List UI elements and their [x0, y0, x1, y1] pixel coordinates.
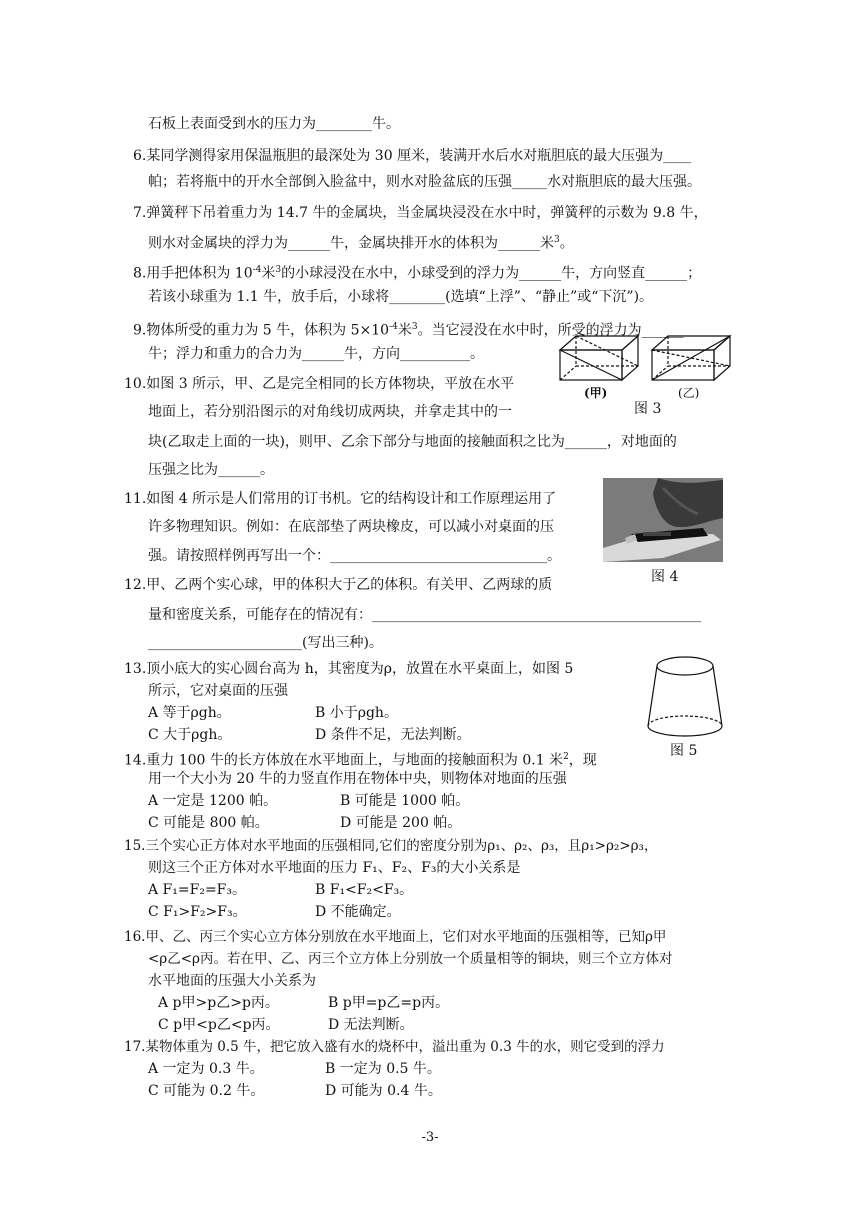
question-15-line-2: 则这三个正方体对水平地面的压力 F₁、F₂、F₃的大小关系是 — [148, 860, 521, 876]
figure-3 — [558, 332, 738, 422]
question-9-line-2: 牛；浮力和重力的合力为______牛，方向__________。 — [148, 346, 484, 362]
question-6-line-2: 帕；若将瓶中的开水全部倒入脸盆中，则水对脸盆底的压强_____水对瓶胆底的最大压强。 — [148, 174, 701, 190]
question-10-line-2: 地面上，若分别沿图示的对角线切成两块，并拿走其中的一 — [148, 404, 512, 420]
question-16-line-2: <ρ乙<ρ丙。若在甲、乙、丙三个立方体上分别放一个质量相等的铜块，则三个立方体对 — [148, 951, 673, 967]
question-15-line-1: 15.三个实心正方体对水平地面的压强相同,它们的密度分别为ρ₁、ρ₂、ρ₃，且ρ₁>ρ₂>ρ₃， — [124, 838, 658, 854]
question-14-line-1: 14.重力 100 牛的长方体放在水平地面上，与地面的接触面积为 0.1 米$^2$，现 — [124, 752, 597, 769]
question-15-option-b: B F₁<F₂<F₃。 — [315, 882, 414, 898]
question-13-option-a: A 等于ρgh。 — [148, 705, 231, 721]
question-16-line-3: 水平地面的压强大小关系为 — [148, 973, 316, 989]
question-13-line-1: 13.顶小底大的实心圆台高为 h，其密度为ρ，放置在水平桌面上，如图 5 — [124, 661, 574, 677]
question-12-line-1: 12.甲、乙两个实心球，甲的体积大于乙的体积。有关甲、乙两球的质 — [124, 577, 553, 593]
question-14-option-a: A 一定是 1200 帕。 — [148, 793, 278, 809]
question-12-line-3: ______________________(写出三种)。 — [148, 635, 383, 651]
question-16-option-d: D 无法判断。 — [328, 1017, 414, 1033]
truncated-cone — [640, 654, 730, 744]
figure-3-label-b: (乙) — [678, 386, 700, 400]
page-number: -3- — [421, 1130, 439, 1145]
question-8-line-1: 8.用手把体积为 $10^{-4}$米$^3$的小球浸没在水中，小球受到的浮力为______牛，方向竖直______； — [133, 265, 702, 282]
figure-3-caption: 图 3 — [634, 401, 662, 417]
text-line: 石板上表面受到水的压力为________牛。 — [148, 116, 400, 132]
question-12-line-2: 量和密度关系，可能存在的情况有：_______________________________________________ — [148, 607, 701, 623]
question-13-option-d: D 条件不足，无法判断。 — [315, 727, 471, 743]
question-6-line-1: 6.某同学测得家用保温瓶胆的最深处为 30 厘米，装满开水后水对瓶胆底的最大压强为____ — [133, 148, 692, 164]
question-13-option-c: C 大于ρgh。 — [148, 727, 232, 743]
question-9-line-1: 9.物体所受的重力为 5 牛，体积为 $5\times 10^{-4}$米$^3$。当它浸没在水中时，所受的浮力为______ — [133, 322, 684, 339]
question-13-line-2: 所示，它对桌面的压强 — [148, 683, 288, 699]
question-15-option-a: A F₁=F₂=F₃。 — [148, 882, 246, 898]
question-14-line-2: 用一个大小为 20 牛的力竖直作用在物体中央，则物体对地面的压强 — [148, 771, 567, 787]
question-13-option-b: B 小于ρgh。 — [315, 705, 398, 721]
question-11-line-2: 许多物理知识。例如：在底部垫了两块橡皮，可以减小对桌面的压 — [148, 519, 554, 535]
question-7-line-2: 则水对金属块的浮力为______牛，金属块排开水的体积为______米$^3$。 — [148, 235, 574, 252]
question-16-line-1: 16.甲、乙、丙三个实心立方体分别放在水平地面上，它们对水平地面的压强相等，已知ρ甲 — [124, 929, 667, 945]
question-15-option-d: D 不能确定。 — [315, 904, 401, 920]
stapler-photo — [603, 478, 723, 562]
question-7-line-1: 7.弹簧秤下吊着重力为 14.7 牛的金属块，当金属块浸没在水中时，弹簧秤的示数为 9.8 牛， — [133, 205, 708, 221]
question-14-option-d: D 可能是 200 帕。 — [340, 815, 462, 831]
question-10-line-3: 块(乙取走上面的一块)，则甲、乙余下部分与地面的接触面积之比为______，对地面的 — [148, 434, 677, 450]
question-16-option-a: A p甲>p乙>p丙。 — [158, 995, 279, 1011]
question-11-line-3: 强。请按照样例再写出一个：_______________________________。 — [148, 548, 561, 564]
figure-3-label-a: (甲) — [584, 386, 608, 400]
question-17-line-1: 17.某物体重为 0.5 牛，把它放入盛有水的烧杯中，溢出重为 0.3 牛的水，则它受到的浮力 — [124, 1039, 665, 1055]
figure-5 — [640, 654, 730, 764]
question-17-option-b: B 一定为 0.5 牛。 — [325, 1061, 441, 1077]
question-14-option-b: B 可能是 1000 帕。 — [340, 793, 470, 809]
question-17-option-d: D 可能为 0.4 牛。 — [325, 1083, 442, 1099]
question-17-option-a: A 一定为 0.3 牛。 — [148, 1061, 264, 1077]
question-10-line-4: 压强之比为______。 — [148, 462, 274, 478]
question-16-option-c: C p甲<p乙<p丙。 — [158, 1017, 280, 1033]
question-11-line-1: 11.如图 4 所示是人们常用的订书机。它的结构设计和工作原理运用了 — [124, 491, 557, 507]
question-8-line-2: 若该小球重为 1.1 牛，放手后，小球将________(选填“上浮”、“静止”或“下沉”)。 — [148, 289, 654, 305]
figure-5-caption: 图 5 — [670, 743, 698, 759]
question-10-line-1: 10.如图 3 所示，甲、乙是完全相同的长方体物块，平放在水平 — [124, 376, 515, 392]
question-15-option-c: C F₁>F₂>F₃。 — [148, 904, 247, 920]
figure-4-caption: 图 4 — [651, 569, 679, 585]
figure-4 — [603, 478, 723, 588]
question-16-option-b: B p甲=p乙=p丙。 — [328, 995, 450, 1011]
question-17-option-c: C 可能为 0.2 牛。 — [148, 1083, 265, 1099]
question-14-option-c: C 可能是 800 帕。 — [148, 815, 269, 831]
